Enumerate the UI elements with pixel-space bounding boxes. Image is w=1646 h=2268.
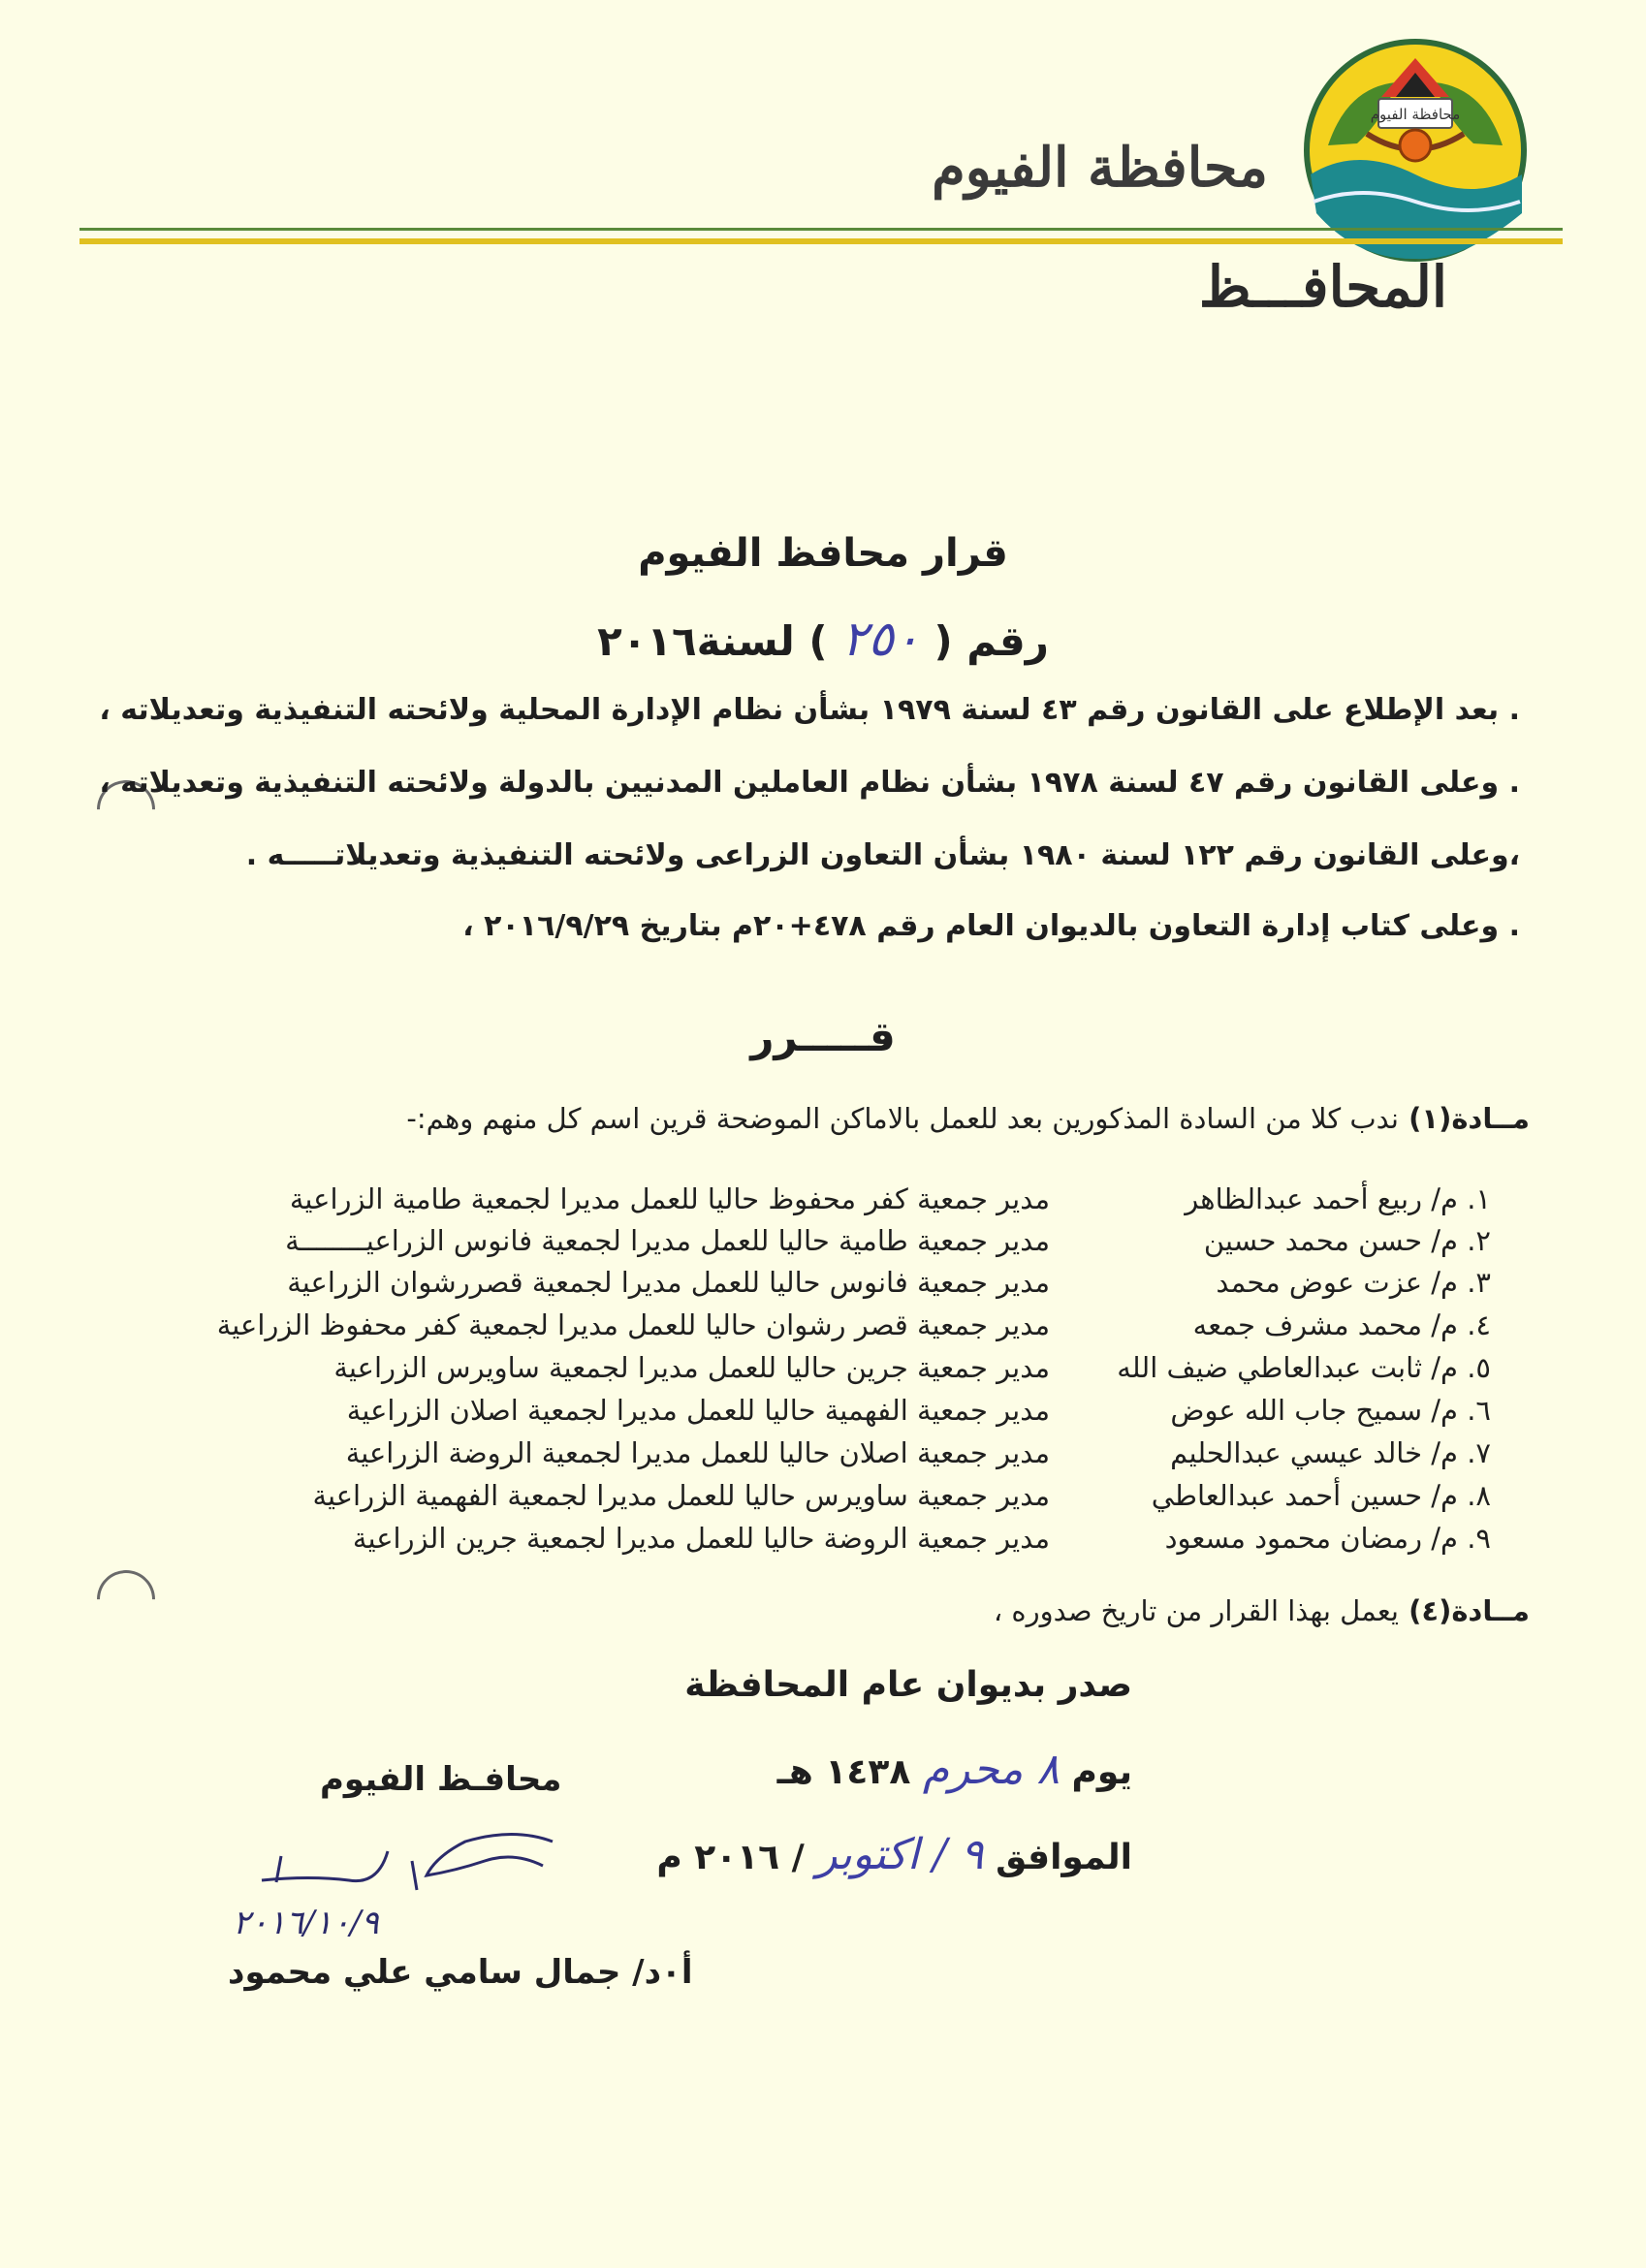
preamble-line: ،وعلى القانون رقم ١٢٢ لسنة ١٩٨٠ بشأن التعاون الزراعى ولائحته التنفيذية وتعديلاتـــــه . xyxy=(245,838,1520,872)
office-heading: المحافـــظ xyxy=(1198,254,1447,320)
assignment-role: مدير جمعية الفهمية حاليا للعمل مديرا لجمعية اصلان الزراعية xyxy=(346,1394,1050,1427)
article-4-label: مــادة(٤) xyxy=(1409,1594,1530,1627)
corresponding-label: الموافق xyxy=(996,1838,1132,1877)
assignment-role: مدير جمعية فانوس حاليا للعمل مديرا لجمعية قصررشوان الزراعية xyxy=(287,1266,1050,1299)
assignment-name: ٤. م/ محمد مشرف جمعه xyxy=(1192,1308,1491,1341)
assignment-role: مدير جمعية كفر محفوظ حاليا للعمل مديرا لجمعية طامية الزراعية xyxy=(289,1182,1050,1215)
logo-text: محافظة الفيوم xyxy=(1370,106,1461,123)
assignment-name: ٧. م/ خالد عيسي عبدالحليم xyxy=(1170,1436,1491,1469)
issued-at: صدر بديوان عام المحافظة xyxy=(684,1665,1132,1705)
decided-heading: قـــــرر xyxy=(750,1013,896,1060)
header-rule-yellow xyxy=(79,238,1563,244)
decision-title: قرار محافظ الفيوم xyxy=(638,531,1008,576)
assignment-role: مدير جمعية ساويرس حاليا للعمل مديرا لجمعية الفهمية الزراعية xyxy=(312,1479,1050,1512)
assignment-name: ٨. م/ حسين أحمد عبدالعاطي xyxy=(1151,1479,1491,1512)
signature-scribble xyxy=(223,1822,582,1948)
preamble-line: . بعد الإطلاع على القانون رقم ٤٣ لسنة ١٩٧٩ بشأن نظام الإدارة المحلية ولائحته التنفيذية وتعديلاته ، xyxy=(99,693,1520,727)
assignment-role: مدير جمعية اصلان حاليا للعمل مديرا لجمعية الروضة الزراعية xyxy=(345,1436,1050,1469)
governorate-logo xyxy=(1289,29,1541,271)
article-1 xyxy=(406,1102,1530,1135)
article-1-text: ندب كلا من السادة المذكورين بعد للعمل بالاماكن الموضحة قرين اسم كل منهم وهم:- xyxy=(406,1102,1399,1135)
signatory-name: أ٠د/ جمال سامي علي محمود xyxy=(228,1953,693,1992)
gregorian-date-handwritten: ٩ / اكتوبر xyxy=(816,1830,984,1879)
hijri-year: ١٤٣٨ هـ xyxy=(776,1752,911,1792)
assignment-name: ٦. م/ سميح جاب الله عوض xyxy=(1170,1394,1491,1427)
signature-date: ٢٠١٦/١٠/٩ xyxy=(233,1904,379,1942)
assignment-name: ٩. م/ رمضان محمود مسعود xyxy=(1164,1522,1491,1555)
assignment-role: مدير جمعية الروضة حاليا للعمل مديرا لجمعية جرين الزراعية xyxy=(352,1522,1050,1555)
day-label: يوم xyxy=(1071,1752,1132,1792)
governorate-name: محافظة الفيوم xyxy=(932,136,1268,200)
decision-number-prefix: رقم ( xyxy=(934,617,1049,665)
assignment-role: مدير جمعية جرين حاليا للعمل مديرا لجمعية ساويرس الزراعية xyxy=(333,1351,1050,1384)
punch-hole-bottom xyxy=(85,1559,168,1641)
gregorian-year: / ٢٠١٦ م xyxy=(656,1838,805,1877)
decision-number-suffix: ) لسنة٢٠١٦ xyxy=(597,617,828,665)
article-4 xyxy=(994,1594,1530,1627)
assignment-role: مدير جمعية قصر رشوان حاليا للعمل مديرا لجمعية كفر محفوظ الزراعية xyxy=(216,1308,1050,1341)
hijri-date-handwritten: ٨ محرم xyxy=(922,1745,1060,1794)
article-1-label: مــادة(١) xyxy=(1409,1102,1530,1135)
assignment-name: ١. م/ ربيع أحمد عبدالظاهر xyxy=(1185,1182,1491,1215)
preamble-line: . وعلى كتاب إدارة التعاون بالديوان العام رقم ٤٧٨+٢٠م بتاريخ ٢٠١٦/٩/٢٩ ، xyxy=(462,909,1520,943)
gregorian-date xyxy=(656,1830,1132,1879)
header-rule-green xyxy=(79,228,1563,231)
preamble-line: . وعلى القانون رقم ٤٧ لسنة ١٩٧٨ بشأن نظام العاملين المدنيين بالدولة ولائحته التنفيذية وتعديلاته ، xyxy=(99,766,1520,800)
hijri-date xyxy=(777,1745,1132,1794)
signatory-title: محافـظ الفيوم xyxy=(320,1760,562,1799)
assignment-name: ٢. م/ حسن محمد حسين xyxy=(1203,1224,1491,1257)
decision-number xyxy=(0,611,1646,667)
article-4-text: يعمل بهذا القرار من تاريخ صدوره ، xyxy=(993,1594,1399,1627)
assignment-name: ٣. م/ عزت عوض محمد xyxy=(1216,1266,1491,1299)
assignment-role: مدير جمعية طامية حاليا للعمل مديرا لجمعية فانوس الزراعيــــــــة xyxy=(285,1224,1050,1257)
decision-number-handwritten: ٢٥٠ xyxy=(841,611,920,667)
assignment-name: ٥. م/ ثابت عبدالعاطي ضيف الله xyxy=(1117,1351,1491,1384)
